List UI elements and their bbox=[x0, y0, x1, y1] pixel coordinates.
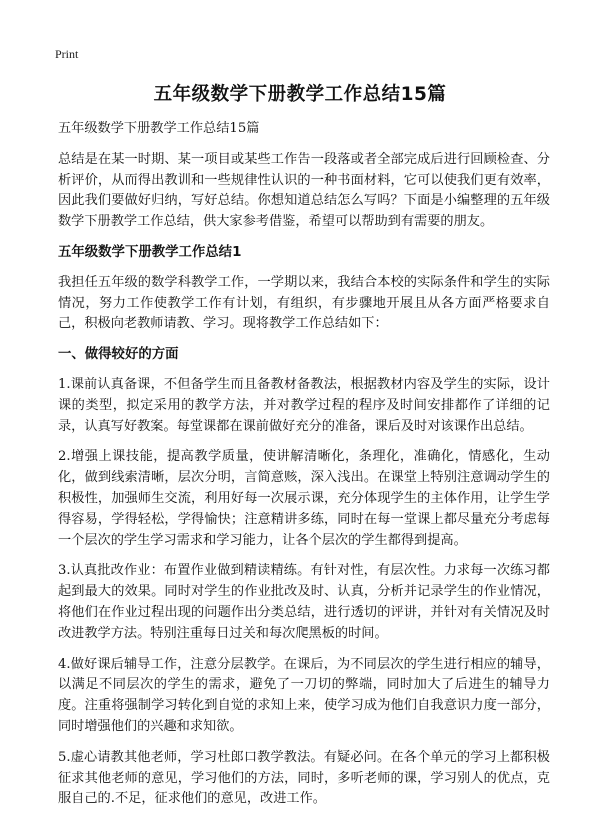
section-intro-paragraph: 我担任五年级的数学科教学工作，一学期以来，我结合本校的实际条件和学生的实际情况，努力工作使教学工作有计划，有组织，有步骤地开展且从各方面严格要求自己，积极向老教师请教、学习。现将教学工作总结如下： bbox=[58, 274, 550, 332]
list-item: 4.做好课后辅导工作，注意分层教学。在课后，为不同层次的学生进行相应的辅导，以满足不同层次的学生的需求，避免了一刀切的弊端，同时加大了后进生的辅导力度。注重将强制学习转化到自觉的求知上来，使学习成为他们自我意识力度一部分，同时增强他们的兴趣和求知欲。 bbox=[58, 656, 550, 734]
subsection-heading: 一、做得较好的方面 bbox=[58, 347, 179, 363]
print-link[interactable]: Print bbox=[55, 47, 79, 61]
list-item: 5.虚心请教其他老师，学习杜郎口教学教法。有疑必问。在各个单元的学习上都积极征求其他老师的意见，学习他们的方法，同时，多听老师的课，学习别人的优点，克服自己的.不足，征求他们的意见，改进工作。 bbox=[58, 749, 550, 807]
page-title: 五年级数学下册教学工作总结15篇 bbox=[153, 84, 447, 105]
intro-paragraph: 总结是在某一时期、某一项目或某些工作告一段落或者全部完成后进行回顾检查、分析评价，从而得出教训和一些规律性认识的一种书面材料，它可以使我们更有效率，因此我们要做好归纳，写好总结。你想知道总结怎么写吗？下面是小编整理的五年级数学下册教学工作总结，供大家参考借鉴，希望可以帮助到有需要的朋友。 bbox=[58, 151, 550, 230]
section-title: 五年级数学下册教学工作总结1 bbox=[58, 244, 242, 260]
list-item: 3.认真批改作业：布置作业做到精读精练。有针对性，有层次性。力求每一次练习都起到最大的效果。同时对学生的作业批改及时、认真，分析并记录学生的作业情况，将他们在作业过程出现的问题作出分类总结，进行透切的评讲，并针对有关情况及时改进教学方法。特别注重每日过关和每次爬黑板的时间。 bbox=[58, 563, 550, 641]
article-subtitle: 五年级数学下册教学工作总结15篇 bbox=[58, 121, 260, 136]
article-body bbox=[58, 119, 550, 820]
list-item: 2.增强上课技能，提高教学质量，使讲解清晰化，条理化，准确化，情感化，生动化，做到线索清晰，层次分明，言简意赅，深入浅出。在课堂上特别注意调动学生的积极性，加强师生交流，利用好每一次展示课，充分体现学生的主体作用，让学生学得容易，学得轻松，学得愉快；注意精讲多练，同时在每一堂课上都尽量充分考虑每一个层次的学生学习需求和学习能力，让各个层次的学生都得到提高。 bbox=[58, 449, 550, 548]
list-item: 1.课前认真备课，不但备学生而且备教材备教法，根据教材内容及学生的实际，设计课的类型，拟定采用的教学方法，并对教学过程的程序及时间安排都作了详细的记录，认真写好教案。每堂课都在课前做好充分的准备，课后及时对该课作出总结。 bbox=[58, 376, 550, 434]
